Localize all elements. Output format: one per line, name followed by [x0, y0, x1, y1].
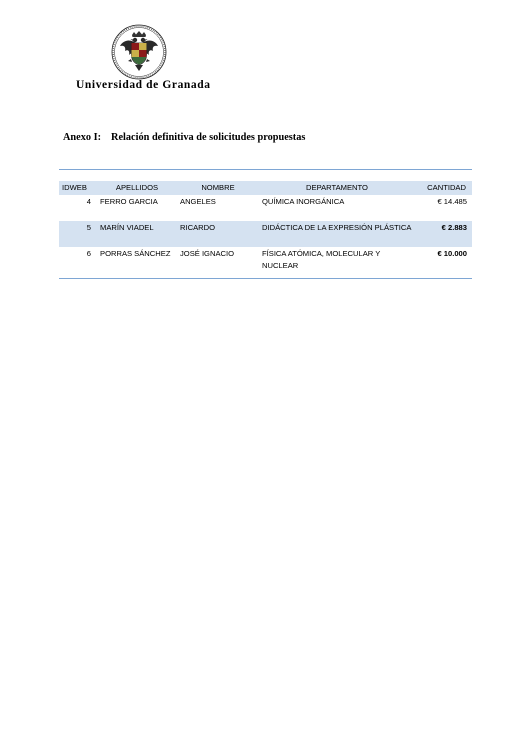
annex-label: Anexo I: — [63, 132, 102, 143]
cell-cantidad: € 2.883 — [415, 221, 472, 247]
table-row — [59, 195, 472, 221]
top-divider — [59, 169, 472, 170]
annex-heading — [63, 132, 305, 143]
bottom-divider — [59, 278, 472, 279]
cell-apellidos: PORRAS SÁNCHEZ — [100, 249, 171, 258]
cell-nombre: ANGELES — [180, 197, 216, 206]
cell-apellidos: FERRO GARCIA — [100, 197, 158, 206]
column-header-departamento: DEPARTAMENTO — [259, 181, 415, 195]
cell-nombre: RICARDO — [177, 221, 259, 247]
cell-apellidos: MARÍN VIADEL — [97, 221, 177, 247]
cell-cantidad: € 14.485 — [437, 197, 467, 206]
column-header-idweb: IDWEB — [59, 181, 97, 195]
annex-title: Relación definitiva de solicitudes propuestas — [111, 132, 306, 143]
cell-idweb: 4 — [86, 197, 91, 206]
cell-departamento: FÍSICA ATÓMICA, MOLECULAR Y NUCLEAR — [262, 249, 381, 270]
cell-idweb: 6 — [86, 249, 91, 258]
column-header-cantidad: CANTIDAD — [415, 181, 472, 195]
table-row — [59, 221, 472, 247]
cell-departamento: QUÍMICA INORGÁNICA — [262, 197, 345, 206]
university-seal-icon — [111, 24, 167, 80]
table-row — [59, 247, 472, 273]
cell-cantidad: € 10.000 — [437, 249, 467, 258]
cell-departamento: DIDÁCTICA DE LA EXPRESIÓN PLÁSTICA — [259, 221, 415, 247]
institution-name: Universidad de Granada — [76, 79, 211, 91]
column-header-nombre: NOMBRE — [177, 181, 259, 195]
requests-table — [59, 181, 472, 273]
table-header-row — [59, 181, 472, 195]
cell-idweb: 5 — [59, 221, 97, 247]
column-header-apellidos: APELLIDOS — [97, 181, 177, 195]
cell-nombre: JOSÉ IGNACIO — [180, 249, 235, 258]
